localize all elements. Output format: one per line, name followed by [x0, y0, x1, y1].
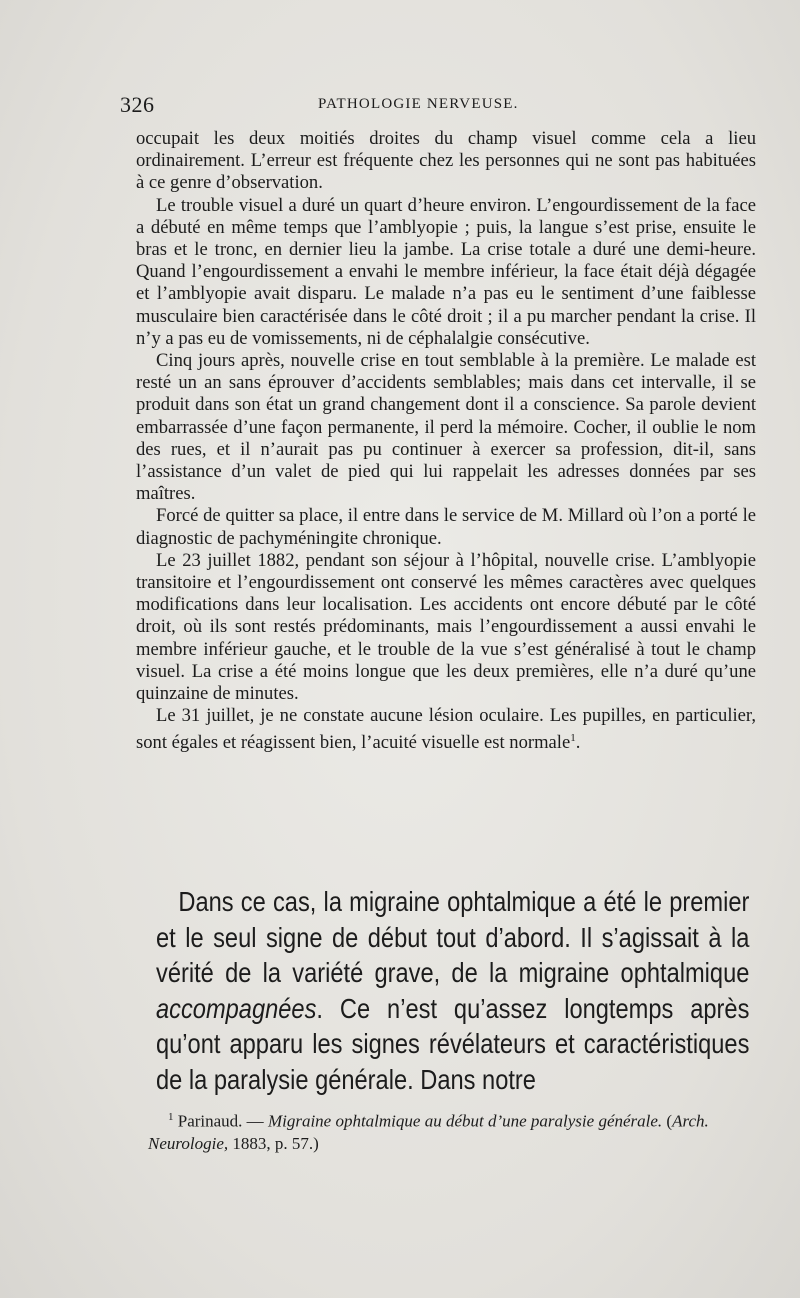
- paragraph: [136, 705, 756, 755]
- paragraph: [156, 884, 749, 1098]
- paragraph: Cinq jours après, nouvelle crise en tout semblable à la première. Le malade est resté un an sans éprouver d’accidents semblables; mais dans cet intervalle, il se produit dans son état un grand changement dont il a conscience. Sa parole devient embarrassée d’une façon permanente, il perd la mémoire. Cocher, il oublie le nom des rues, et il n’aurait pas pu continuer à exercer sa profession, dit-il, sans l’assistance d’un valet de pied qui lui rappelait les adresses données par ses maîtres.: [136, 350, 756, 505]
- paragraph-text: . Ce n’est qu’assez longtemps après qu’ont apparu les signes révélateurs et caractéristiques de la paralysie générale. Dans notre: [156, 992, 750, 1095]
- commentary-text: [156, 884, 749, 1098]
- paragraph-text: Dans ce cas, la migraine ophtalmique a été le premier et le seul signe de début tout d’abord. Il s’agissait à la vérité de la variété grave, de la migraine ophtalmique: [156, 886, 750, 989]
- paragraph-text: Le 31 juillet, je ne constate aucune lésion oculaire. Les pupilles, en particulier, sont égales et réagissent bien, l’acuité visuelle est normale: [136, 705, 756, 754]
- page-header: [118, 92, 758, 122]
- paragraph: Le 23 juillet 1882, pendant son séjour à l’hôpital, nouvelle crise. L’amblyopie transitoire et l’engourdissement ont conservé les mêmes caractères avec quelques modifications dans leur localisation. Les accidents ont encore débuté par le côté droit, où ils sont restés prédominants, mais l’engourdissement a aussi envahi le membre inférieur gauche, et le trouble de la vue s’est généralisé à tout le champ visuel. La crise a été moins longue que les deux premières, elle n’a duré qu’une quinzaine de minutes.: [136, 549, 756, 705]
- footnote-citation: 1883, p. 57.): [228, 1133, 319, 1153]
- footnote-text: [148, 1106, 756, 1155]
- italic-term: accompagnées: [156, 992, 317, 1024]
- footnote-paren: (: [662, 1111, 673, 1131]
- case-observation-text: [136, 128, 756, 755]
- paragraph: Le trouble visuel a duré un quart d’heure environ. L’engourdissement de la face a débuté en même temps que l’amblyopie ; puis, la langue s’est prise, ensuite le bras et le tronc, en dernier lieu la jambe. La crise totale a duré une demi-heure. Quand l’engourdissement a envahi le membre inférieur, la face était déjà dégagée et l’amblyopie avait disparu. Le malade n’a pas eu le sentiment d’une faiblesse musculaire bien caractérisée dans le côté droit ; il a pu marcher pendant la crise. Il n’y a pas eu de vomissements, ni de céphalalgie consécutive.: [136, 194, 756, 349]
- paragraph-end: .: [575, 732, 581, 754]
- paragraph: occupait les deux moitiés droites du champ visuel comme cela a lieu ordinairement. L’erreur est fréquente chez les personnes qui ne sont pas habituées à ce genre d’observation.: [136, 128, 756, 194]
- footnote-reference: 1: [570, 732, 576, 745]
- footnote-marker: 1: [168, 1111, 174, 1123]
- paragraph: Forcé de quitter sa place, il entre dans le service de M. Millard où l’on a porté le diagnostic de pachyméningite chronique.: [136, 505, 756, 549]
- footnote-title: Migraine ophtalmique au début d’une paralysie générale.: [267, 1111, 663, 1131]
- running-head: PATHOLOGIE NERVEUSE.: [318, 96, 519, 112]
- footnote: [148, 1106, 756, 1155]
- footnote-author: Parinaud. —: [177, 1111, 268, 1131]
- page-number: 326: [120, 92, 155, 117]
- footnote-journal: Arch. Neurologie,: [148, 1111, 709, 1153]
